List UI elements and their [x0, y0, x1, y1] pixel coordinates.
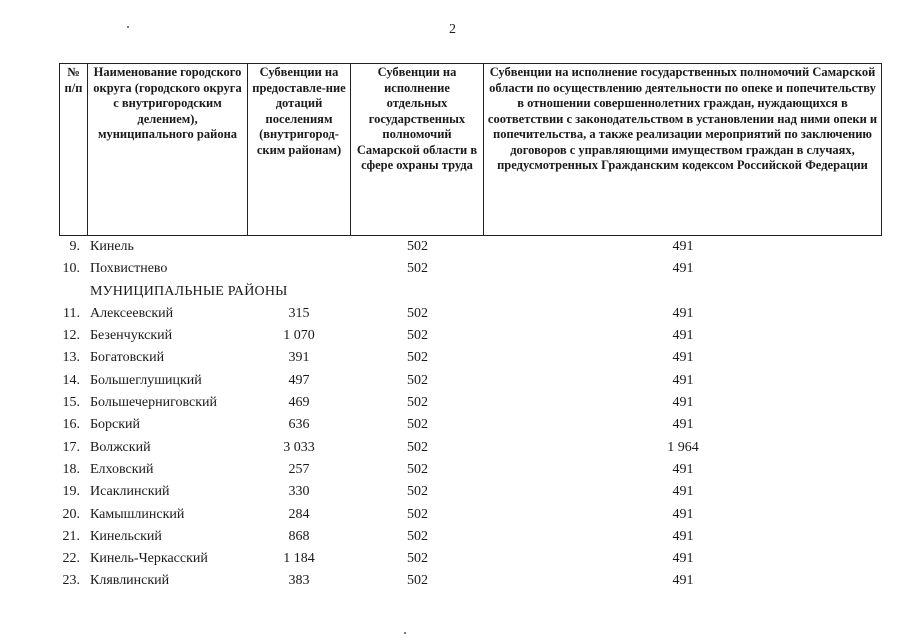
- row-labor-protection: 502: [407, 350, 428, 366]
- row-labor-protection: 502: [407, 551, 428, 567]
- table-row: [0, 437, 905, 459]
- row-name: Безенчукский: [90, 328, 173, 344]
- row-name: Волжский: [90, 439, 151, 455]
- header-subsidy-labor-protection: Субвенции на исполнение отдельных государственных полномочий Самарской области в сфере охраны труда: [351, 64, 484, 236]
- table-row: [0, 504, 905, 526]
- table-row: [0, 325, 905, 347]
- table-row: [0, 459, 905, 481]
- row-guardianship: 491: [672, 506, 694, 522]
- row-labor-protection: 502: [407, 328, 428, 344]
- row-dotations: 3 033: [283, 439, 315, 455]
- table-row: [0, 347, 905, 369]
- row-dotations: 257: [288, 461, 310, 477]
- row-dotations: 1 184: [283, 551, 315, 567]
- row-labor-protection: 502: [407, 305, 428, 321]
- row-name: Алексеевский: [90, 305, 174, 321]
- row-guardianship: 491: [672, 395, 694, 411]
- row-name: Борский: [90, 417, 141, 433]
- row-number: 23.: [62, 573, 80, 589]
- table-header: [59, 63, 882, 236]
- row-guardianship: 491: [672, 239, 694, 254]
- row-dotations: 469: [288, 395, 310, 411]
- row-number: 19.: [62, 484, 80, 500]
- row-number: 15.: [62, 395, 80, 411]
- row-labor-protection: 502: [407, 372, 428, 388]
- table-row: [0, 236, 905, 258]
- row-guardianship: 491: [672, 261, 694, 277]
- row-labor-protection: 502: [407, 261, 428, 277]
- row-guardianship: 491: [672, 528, 694, 544]
- row-number: 11.: [63, 305, 80, 321]
- table-row: [0, 258, 905, 280]
- row-number: 14.: [62, 372, 80, 388]
- row-name: Большеглушицкий: [90, 372, 202, 388]
- row-labor-protection: 502: [407, 395, 428, 411]
- row-name: Кинельский: [90, 528, 162, 544]
- table-row: [0, 570, 905, 592]
- row-number: 17.: [62, 439, 80, 455]
- row-guardianship: 1 964: [667, 439, 699, 455]
- row-labor-protection: 502: [407, 528, 428, 544]
- row-guardianship: 491: [672, 573, 694, 589]
- row-number: 9.: [69, 239, 80, 254]
- row-guardianship: 491: [672, 551, 694, 567]
- row-guardianship: 491: [672, 461, 694, 477]
- row-guardianship: 491: [672, 484, 694, 500]
- row-labor-protection: 502: [407, 417, 428, 433]
- table-row: [0, 303, 905, 325]
- row-number: 20.: [62, 506, 80, 522]
- row-labor-protection: 502: [407, 461, 428, 477]
- table-row: [0, 414, 905, 436]
- row-name: Елховский: [90, 461, 154, 477]
- row-name: Богатовский: [90, 350, 165, 366]
- row-name: Кинель-Черкасский: [90, 551, 208, 567]
- row-guardianship: 491: [672, 328, 694, 344]
- scan-speck: [404, 632, 406, 634]
- row-labor-protection: 502: [407, 484, 428, 500]
- row-name: Исаклинский: [90, 484, 170, 500]
- row-dotations: 315: [288, 305, 310, 321]
- row-name: Похвистнево: [90, 261, 168, 277]
- row-name: Большечерниговский: [90, 395, 218, 411]
- row-labor-protection: 502: [407, 573, 428, 589]
- header-number: № п/п: [60, 64, 88, 236]
- row-guardianship: 491: [672, 350, 694, 366]
- row-dotations: 636: [288, 417, 310, 433]
- section-row: [0, 281, 905, 303]
- table-row: [0, 481, 905, 503]
- header-row: [60, 64, 882, 236]
- row-name: Клявлинский: [90, 573, 170, 589]
- row-name: Камышлинский: [90, 506, 185, 522]
- table-row: [0, 526, 905, 548]
- row-dotations: 383: [288, 573, 310, 589]
- row-labor-protection: 502: [407, 239, 428, 254]
- row-name: Кинель: [90, 239, 134, 254]
- page-number: 2: [449, 22, 456, 37]
- section-title: МУНИЦИПАЛЬНЫЕ РАЙОНЫ: [90, 283, 288, 299]
- row-guardianship: 491: [672, 417, 694, 433]
- row-guardianship: 491: [672, 305, 694, 321]
- table-row: [0, 548, 905, 570]
- row-number: 13.: [62, 350, 80, 366]
- row-number: 22.: [62, 551, 80, 567]
- row-dotations: 1 070: [283, 328, 315, 344]
- header-name: Наименование городского округа (городского округа с внутригородским делением), муниципального района: [88, 64, 248, 236]
- header-subsidy-guardianship: Субвенции на исполнение государственных полномочий Самарской области по осуществлению деятельности по опеке и попечительству в отношении совершеннолетних граждан, нуждающихся в соответствии с законодательством в установлении над ними опеки и попечительства, а также реализации мероприятий по заключению договоров с управляющими имуществом граждан в случаях, предусмотренных Гражданским кодексом Российской Федерации: [484, 64, 882, 236]
- row-labor-protection: 502: [407, 506, 428, 522]
- table-body: [0, 236, 905, 593]
- row-dotations: 497: [288, 372, 310, 388]
- table-row: [0, 392, 905, 414]
- row-number: 10.: [62, 261, 80, 277]
- row-guardianship: 491: [672, 372, 694, 388]
- row-dotations: 391: [288, 350, 310, 366]
- row-dotations: 284: [288, 506, 310, 522]
- table-row: [0, 370, 905, 392]
- scan-speck: [127, 26, 129, 28]
- row-dotations: 868: [288, 528, 310, 544]
- row-number: 18.: [62, 461, 80, 477]
- row-number: 21.: [62, 528, 80, 544]
- row-dotations: 330: [288, 484, 310, 500]
- row-labor-protection: 502: [407, 439, 428, 455]
- header-subsidy-dotations: Субвенции на предоставле-ние дотаций поселениям (внутригород-ским районам): [248, 64, 351, 236]
- row-number: 12.: [62, 328, 80, 344]
- row-number: 16.: [62, 417, 80, 433]
